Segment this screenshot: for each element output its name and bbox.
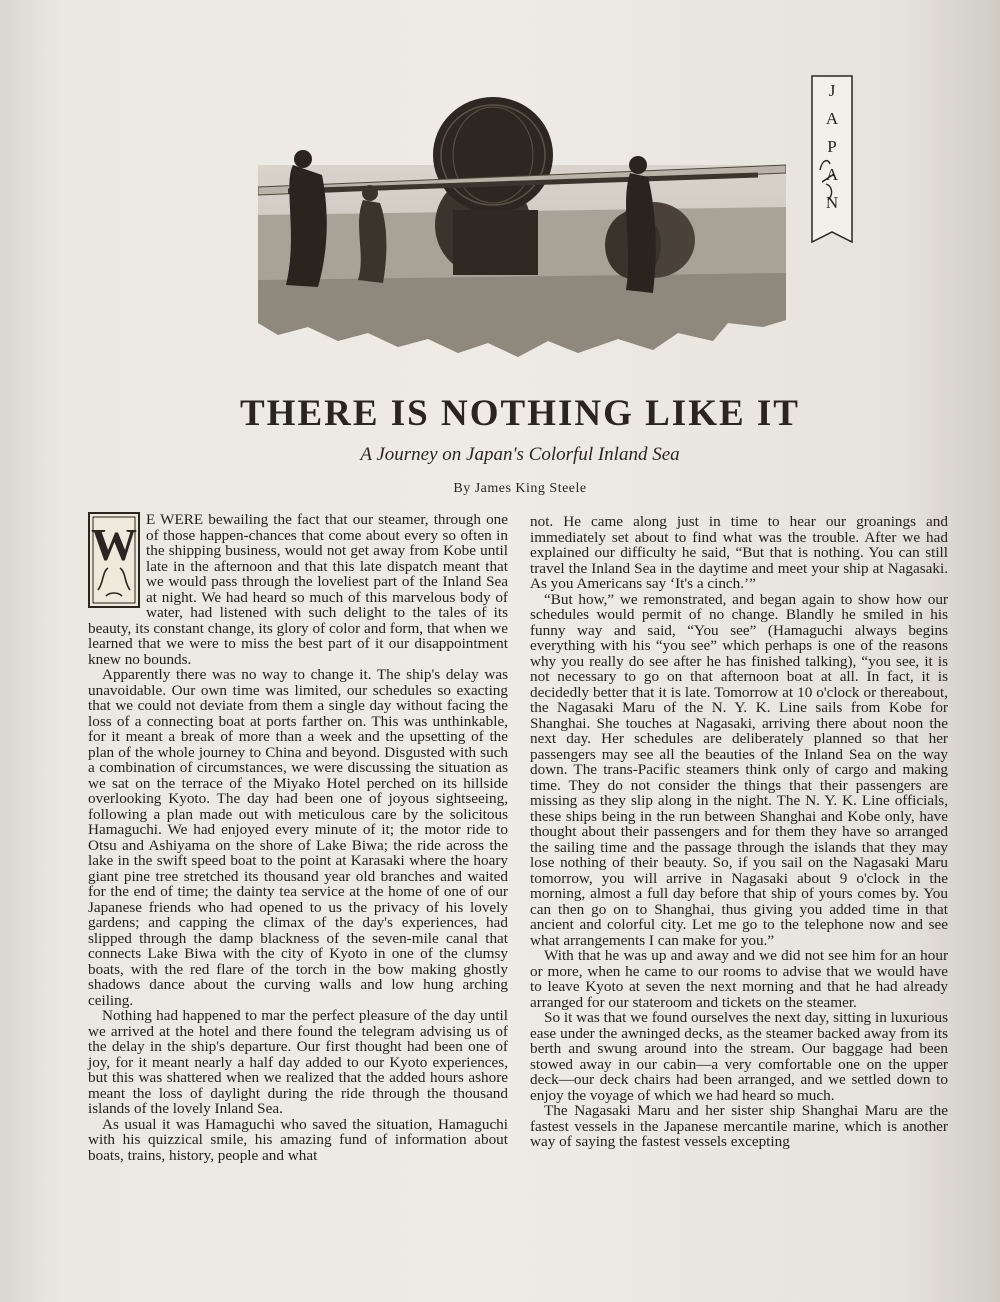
right-paragraph-5: The Nagasaki Maru and her sister ship Shanghai Maru are the fastest vessels in the Japanese mercantile marine, which is another way of saying the fastest vessels excepting	[530, 1102, 948, 1150]
basket-porters-illustration	[258, 95, 786, 357]
japan-tag	[808, 72, 856, 250]
japan-tag-letter-1: J	[828, 81, 836, 100]
right-column	[530, 514, 948, 1150]
left-paragraph-1-text: bewailing the fact that our steamer, through one of those happen-chances that come about every so often in the shipping business, would not get away from Kobe until late in the afternoon and that this late dispatch meant that we would pass through the loveliest part of the Inland Sea at night. We had heard so much of this marvelous body of water, had listened with such delight to the tales of its beauty, its constant change, its glory of color and form, that when we learned that we were to miss the best part of it our disappointment knew no bounds.	[88, 511, 508, 668]
lead-words: E WERE	[146, 511, 204, 528]
dropcap-letter: W	[91, 519, 137, 570]
article-subtitle: A Journey on Japan's Colorful Inland Sea	[360, 444, 680, 465]
article-title: THERE IS NOTHING LIKE IT	[240, 393, 800, 434]
left-column	[88, 512, 508, 1163]
left-paragraph-4: As usual it was Hamaguchi who saved the situation, Hamaguchi with his quizzical smile, his amazing fund of information about boats, trains, history, people and what	[88, 1115, 508, 1164]
header-photo	[258, 95, 786, 357]
japan-tag-letter-3: P	[827, 137, 837, 156]
japan-tag-letter-4: A	[825, 165, 839, 184]
dropcap-w	[88, 512, 140, 608]
article-byline: By James King Steele	[453, 481, 587, 496]
left-paragraph-2: Apparently there was no way to change it. The ship's delay was unavoidable. Our own time was limited, our schedules so exacting that we could not deviate from them a single day without facing the loss of a connecting boat at ports farther on. This was unthinkable, for it meant a break of more than a week and the upsetting of the plan of the whole journey to China and beyond. Disgusted with such a combination of circumstances, we were discussing the situation as we sat on the terrace of the Miyako Hotel perched on its hillside overlooking Kyoto. The day had been one of joyous sightseeing, following a plan made out with meticulous care by the solicitous Hamaguchi. We had enjoyed every minute of it; the motor ride to Otsu and Ashiyama on the shore of Lake Biwa; the ride across the lake in the swift speed boat to the point at Karasaki where the hoary giant pine tree stretched its thousand year old branches and waited for the end of time; the dainty tea service at the home of one of our Japanese friends who had opened to us the privacy of his lovely gardens; and capping the climax of the day's experiences, had slipped through the damp blackness of the seven-mile canal that connects Lake Biwa with the city of Kyoto in one of the clumsy boats, with the red flare of the torch in the bow making ghostly shadows dance about the curving walls and low hung arching ceiling.	[88, 666, 508, 1009]
japan-tag-letter-5: N	[825, 193, 839, 212]
left-paragraph-1	[88, 512, 508, 667]
right-paragraph-1: not. He came along just in time to hear our groanings and immediately set about to find what was the trouble. After we had explained our difficulty he said, “But that is nothing. You can still travel the Inland Sea in the daytime and meet your ship at Nagasaki. As you Americans say ‘It's a cinch.’”	[530, 513, 948, 592]
right-paragraph-3: With that he was up and away and we did not see him for an hour or more, when he came to our rooms to advise that we would have to leave Kyoto at seven the next morning and that he had already arranged for our stateroom and tickets on the steamer.	[530, 947, 948, 1011]
right-paragraph-2: “But how,” we remonstrated, and began again to show how our schedules would permit of no change. Blandly he smiled in his funny way and said, “You see” (Hamaguchi always begins everything with his “you see” which perhaps is one of the reasons why you really do see after he has finished talking), “you see, it is not necessary to go on that afternoon boat at all. In fact, it is decidedly better that it is late. Tomorrow at 10 o'clock or thereabout, the Nagasaki Maru of the N. Y. K. Line sails from Kobe for Shanghai. She touches at Nagasaki, arriving there about noon the next day. Her schedules are deliberately planned so that her passengers may see all the beauties of the Inland Sea on the way down. The trans-Pacific steamers think only of cargo and making time. They do not consider the things that their passengers are missing as they slip along in the night. The N. Y. K. Line officials, these ships being in the run between Shanghai and Kobe only, have thought about their passengers and for them they have so arranged the sailing time and the passage through the islands that they may lose nothing of their beauty. So, if you sail on the Nagasaki Maru tomorrow, you will arrive in Nagasaki about 9 o'clock in the morning, almost a full day before that ship of yours comes by. You can then go on to Shanghai, thus giving you added time in that ancient and colorful city. Let me go to the telephone now and see what arrangements I can make for you.”	[530, 590, 948, 949]
japan-tag-banner	[808, 72, 856, 250]
left-paragraph-3: Nothing had happened to mar the perfect pleasure of the day until we arrived at the hotel and there found the telegram advising us of the delay in the ship's departure. Our first thought had been one of joy, for it meant nearly a half day added to our Kyoto experiences, but this was shattered when we realized that the added hours ashore meant the loss of daylight during the ride through the thousand islands of the lovely Inland Sea.	[88, 1007, 508, 1117]
japan-tag-letter-2: A	[825, 109, 839, 128]
right-paragraph-4: So it was that we found ourselves the next day, sitting in luxurious ease under the awninged decks, as the steamer backed away from its berth and swung around into the stream. Our baggage had been stowed away in our cabin—a very comfortable one on the upper deck—our deck chairs had been arranged, and we settled down to enjoy the voyage of which we had heard so much.	[530, 1009, 948, 1104]
